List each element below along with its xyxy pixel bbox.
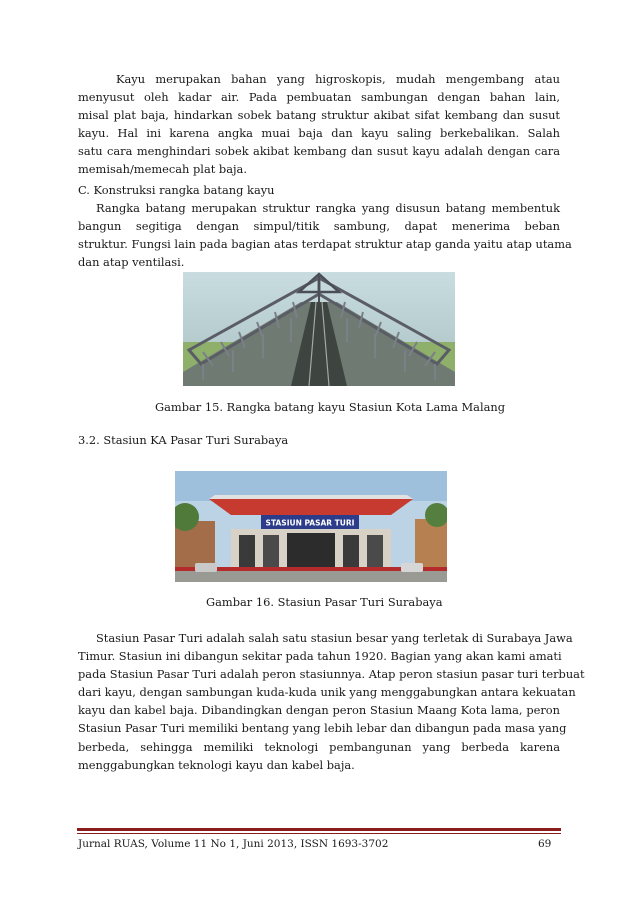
paragraph-line: struktur. Fungsi lain pada bagian atas terdapat struktur atap ganda yaitu atap utama [78,237,572,252]
figure-15-caption: Gambar 15. Rangka batang kayu Stasiun Kota Lama Malang [155,400,506,414]
paragraph-pasar-turi [78,629,585,774]
paragraph-line: Kayu merupakan bahan yang higroskopis, mudah mengembang atau [116,72,560,86]
figure-16-caption: Gambar 16. Stasiun Pasar Turi Surabaya [206,595,443,609]
paragraph-line: pada Stasiun Pasar Turi adalah peron stasiunnya. Atap peron stasiun pasar turi terbuat [78,667,585,682]
paragraph-section-c [78,199,572,271]
paragraph-line: misal plat baja, hindarkan sobek batang struktur akibat sifat kembang dan susut [78,108,560,123]
paragraph-line: Timur. Stasiun ini dibangun sekitar pada tahun 1920. Bagian yang akan kami amati [78,649,562,664]
footer-rule [77,828,561,831]
figure-15-truss-image [183,272,455,386]
paragraph-line: dan atap ventilasi. [78,255,185,270]
paragraph-line: menggabungkan teknologi kayu dan kabel baja. [78,757,355,772]
paragraph-line: Rangka batang merupakan struktur rangka yang disusun batang membentuk [96,201,560,215]
paragraph-line: kayu. Hal ini karena angka muai baja dan kayu saling berkebalikan. Salah [78,126,560,141]
paragraph-line: satu cara menghindari sobek akibat kembang dan susut kayu adalah dengan cara [78,144,560,159]
paragraph-intro [78,70,560,179]
figure-16-station-image [175,471,447,582]
paragraph-line: menyusut oleh kadar air. Pada pembuatan sambungan dengan bahan lain, [78,90,560,105]
footer-journal-info: Jurnal RUAS, Volume 11 No 1, Juni 2013, ISSN 1693-3702 [78,838,389,850]
station-sign-text: STASIUN PASAR TURI [265,518,355,528]
section-heading-c: C. Konstruksi rangka batang kayu [78,183,275,197]
footer-rule-thin [77,833,561,834]
paragraph-line: bangun segitiga dengan simpul/titik sambung, dapat menerima beban [78,219,560,234]
paragraph-line: berbeda, sehingga memiliki teknologi pembangunan yang berbeda karena [78,739,560,754]
section-heading-3-2: 3.2. Stasiun KA Pasar Turi Surabaya [78,433,289,447]
paragraph-line: Stasiun Pasar Turi adalah salah satu stasiun besar yang terletak di Surabaya Jawa [96,631,573,645]
footer-page-number: 69 [538,838,552,850]
paragraph-line: kayu dan kabel baja. Dibandingkan dengan peron Stasiun Maang Kota lama, peron [78,703,560,718]
paragraph-line: memisah/memecah plat baja. [78,162,247,177]
paragraph-line: Stasiun Pasar Turi memiliki bentang yang lebih lebar dan dibangun pada masa yang [78,721,567,736]
paragraph-line: dari kayu, dengan sambungan kuda-kuda unik yang menggabungkan antara kekuatan [78,685,576,700]
